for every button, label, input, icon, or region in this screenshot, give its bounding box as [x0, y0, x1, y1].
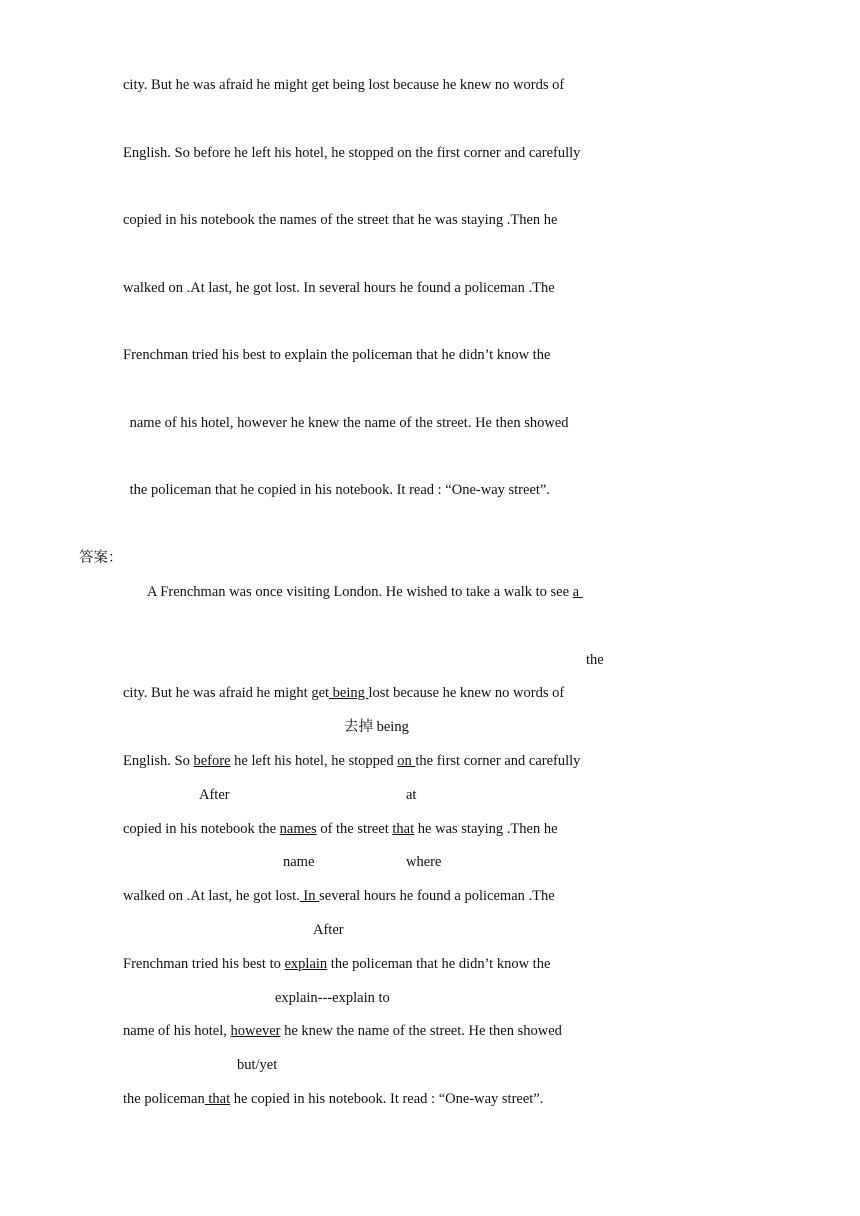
correction-2b: at — [406, 787, 417, 803]
answer-line-2 — [123, 752, 580, 770]
answer-text: copied in his notebook the — [123, 821, 280, 837]
error-word: that — [392, 821, 415, 837]
answer-text: walked on .At last, he got lost. — [123, 888, 300, 904]
error-word: on — [397, 753, 416, 769]
question-line-6: name of his hotel, however he knew the name of the street. He then showed — [126, 415, 569, 431]
answer-line-1 — [123, 684, 564, 702]
answer-text: lost because he knew no words of — [368, 685, 565, 701]
answer-line-6 — [123, 1022, 562, 1040]
correction-0: the — [586, 652, 604, 668]
answer-text: the policeman — [123, 1091, 205, 1107]
question-line-2: English. So before he left his hotel, he stopped on the first corner and carefully — [123, 145, 581, 161]
question-line-4: walked on .At last, he got lost. In several hours he found a policeman .The — [123, 280, 555, 296]
error-word: names — [279, 821, 317, 837]
answer-line-4 — [123, 887, 555, 905]
error-word: In — [299, 888, 320, 904]
correction-3a: name — [283, 854, 315, 870]
correction-4: After — [313, 922, 344, 938]
answer-text: of the street — [316, 821, 393, 837]
question-line-7: the policeman that he copied in his notebook. It read : “One-way street”. — [126, 482, 550, 498]
answer-line-3 — [123, 820, 558, 838]
answer-text: the first corner and carefully — [415, 753, 581, 769]
correction-3b: where — [406, 854, 442, 870]
answer-text: the policeman that he didn’t know the — [327, 956, 551, 972]
correction-5: explain---explain to — [275, 990, 390, 1006]
question-line-1: city. But he was afraid he might get being lost because he knew no words of — [123, 77, 565, 93]
error-word: that — [204, 1091, 231, 1107]
answer-text: Frenchman tried his best to — [123, 956, 285, 972]
answer-heading: 答案： — [79, 550, 123, 566]
answer-text: several hours he found a policeman .The — [319, 888, 555, 904]
answer-text: English. So — [123, 753, 194, 769]
answer-line-5 — [123, 955, 550, 973]
error-word: being — [329, 685, 369, 701]
error-word: explain — [284, 956, 328, 972]
answer-text: he was staying .Then he — [414, 821, 558, 837]
correction-2a: After — [199, 787, 230, 803]
answer-line-7 — [123, 1090, 543, 1108]
error-word: however — [230, 1023, 281, 1039]
answer-line-0 — [147, 583, 583, 601]
answer-text: he left his hotel, he stopped — [230, 753, 398, 769]
correction-1: 去掉 being — [344, 719, 409, 735]
answer-text: he knew the name of the street. He then showed — [280, 1023, 562, 1039]
answer-text: city. But he was afraid he might get — [123, 685, 330, 701]
correction-6: but/yet — [237, 1057, 278, 1073]
question-line-5: Frenchman tried his best to explain the policeman that he didn’t know the — [123, 347, 551, 363]
question-line-3: copied in his notebook the names of the street that he was staying .Then he — [123, 212, 558, 228]
answer-text: he copied in his notebook. It read : “One-way street”. — [230, 1091, 544, 1107]
answer-text: name of his hotel, — [123, 1023, 231, 1039]
error-word: a — [572, 584, 583, 600]
answer-text: A Frenchman was once visiting London. He wished to take a walk to see — [147, 584, 573, 600]
error-word: before — [193, 753, 231, 769]
